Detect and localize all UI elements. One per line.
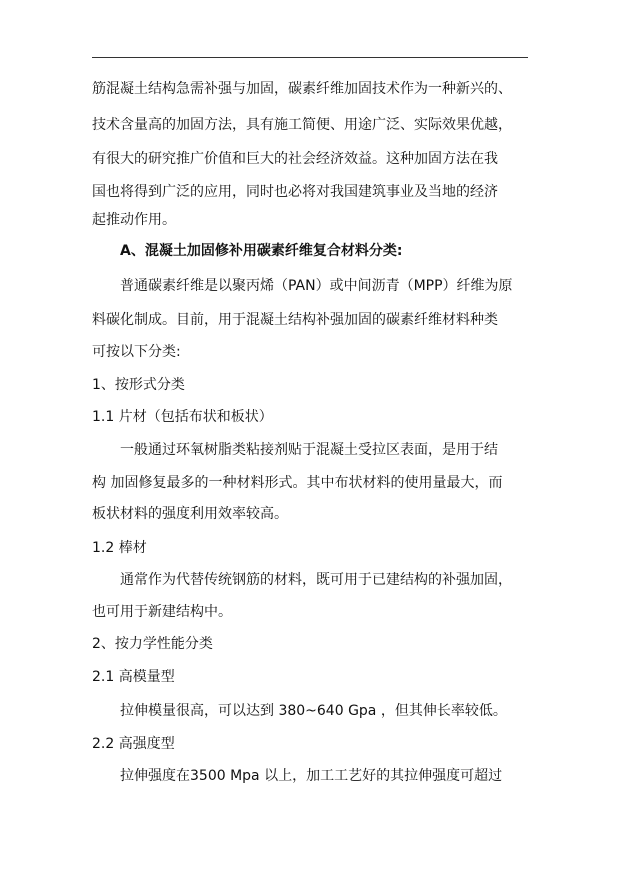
paragraph-line: 技术含量高的加固方法，具有施工简便、用途广泛、实际效果优越， — [92, 117, 512, 133]
header-rule — [92, 57, 528, 58]
paragraph-line: 构 加固修复最多的一种材料形式。其中布状材料的使用量最大，而 — [92, 475, 503, 491]
paragraph-line: 拉伸强度在3500 Mpa 以上，加工工艺好的其拉伸强度可超过 — [120, 768, 503, 784]
subsection-heading: 1.2 棒材 — [92, 540, 147, 556]
section-heading: A、混凝土加固修补用碳素纤维复合材料分类: — [120, 243, 403, 259]
subsection-heading: 1.1 片材（包括布状和板状） — [92, 409, 273, 425]
paragraph-line: 料碳化制成。目前，用于混凝土结构补强加固的碳素纤维材料种类 — [92, 312, 498, 328]
paragraph-line: 国也将得到广泛的应用，同时也必将对我国建筑事业及当地的经济 — [92, 184, 498, 200]
paragraph-line: 筋混凝土结构急需补强与加固，碳素纤维加固技术作为一种新兴的、 — [92, 81, 512, 97]
list-heading: 2、按力学性能分类 — [92, 636, 213, 652]
paragraph-line: 普通碳素纤维是以聚丙烯（PAN）或中间沥青（MPP）纤维为原 — [120, 278, 513, 294]
paragraph-line: 一般通过环氧树脂类粘接剂贴于混凝土受拉区表面，是用于结 — [120, 442, 498, 458]
list-heading: 1、按形式分类 — [92, 377, 185, 393]
paragraph-line: 拉伸模量很高，可以达到 380~640 Gpa ，但其伸长率较低。 — [120, 703, 507, 719]
paragraph-line: 通常作为代替传统钢筋的材料，既可用于已建结构的补强加固， — [120, 572, 512, 588]
paragraph-line: 板状材料的强度利用效率较高。 — [92, 506, 288, 522]
subsection-heading: 2.1 高模量型 — [92, 669, 175, 685]
paragraph-line: 有很大的研究推广价值和巨大的社会经济效益。这种加固方法在我 — [92, 151, 498, 167]
subsection-heading: 2.2 高强度型 — [92, 736, 175, 752]
paragraph-line: 也可用于新建结构中。 — [92, 604, 232, 620]
paragraph-line: 起推动作用。 — [92, 212, 176, 228]
paragraph-line: 可按以下分类: — [92, 344, 181, 360]
